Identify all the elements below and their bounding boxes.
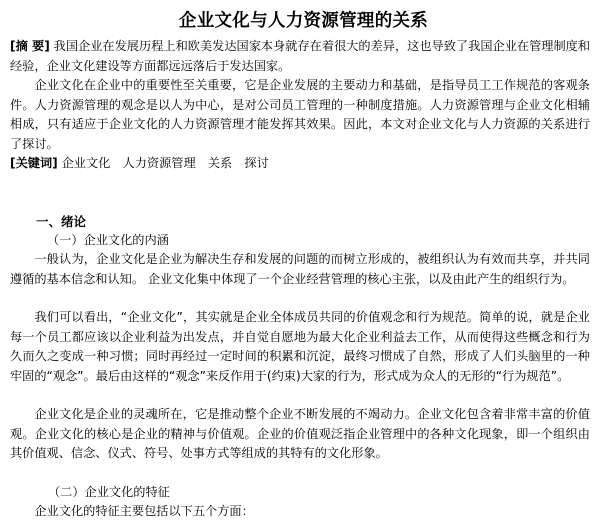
body-paragraph-2: 我们可以看出，“企业文化”，其实就是企业全体成员共同的价值观念和行为规范。简单的说，就是企业每一个员工都应该以企业利益为出发点，并自觉自愿地为最大化企业利益去工作，从而使得这些概念和行为久而久之变成一种习惯；同时再经过一定时间的积累和沉淀，最终习惯成了自然，形成了人们头脑里的一种牢固的“观念”。最后由这样的“观念”来反作用于(约束)大家的行为，形式成为众人的无形的“行为规范”。 <box>10 310 590 383</box>
abstract-paragraph-2: 企业文化在企业中的重要性至关重要，它是企业发展的主要动力和基础，是指导员工工作规范的客观条件。人力资源管理的观念是以人为中心，是对公司员工管理的一种制度措施。人力资源管理与企业文化相辅相成，只有适应于企业文化的人力资源管理才能发挥其效果。因此，本文对企业文化与人力资源的关系进行了探讨。 <box>10 78 590 151</box>
keywords-label: [关键词] <box>10 156 58 170</box>
body-paragraph-1: 一般认为，企业文化是企业为解决生存和发展的问题的而树立形成的，被组织认为有效而共享，并共同遵循的基本信念和认知。 企业文化集中体现了一个企业经营管理的核心主张，以及由此产生的组织行为。 <box>10 252 590 286</box>
subsection-heading-features: （二）企业文化的特征 <box>48 485 170 499</box>
abstract-label: [摘 要] <box>10 39 50 53</box>
document-title: 企业文化与人力资源管理的关系 <box>178 11 429 31</box>
abstract-text-1: 我国企业在发展历程上和欧美发达国家本身就存在着很大的差异，这也导致了我国企业在管理制度和经验，企业文化建设等方面都远远落后于发达国家。 <box>10 39 591 73</box>
subsection-heading-connotation: （一）企业文化的内涵 <box>47 233 169 247</box>
abstract-paragraph <box>10 37 590 76</box>
section-heading-introduction: 一、绪论 <box>36 214 87 229</box>
keywords-text: 企业文化 人力资源管理 关系 探讨 <box>61 156 269 170</box>
keywords-line <box>10 154 590 174</box>
body-paragraph-4: 企业文化的特征主要包括以下五个方面： <box>34 504 254 518</box>
body-paragraph-3: 企业文化是企业的灵魂所在，它是推动整个企业不断发展的不竭动力。企业文化包含着非常丰富的价值观。企业文化的核心是企业的精神与价值观。企业的价值观泛指企业管理中的各种文化现象，即一个组织由其价值观、信念、仪式、符号、处事方式等组成的其特有的文化形象。 <box>10 407 590 460</box>
